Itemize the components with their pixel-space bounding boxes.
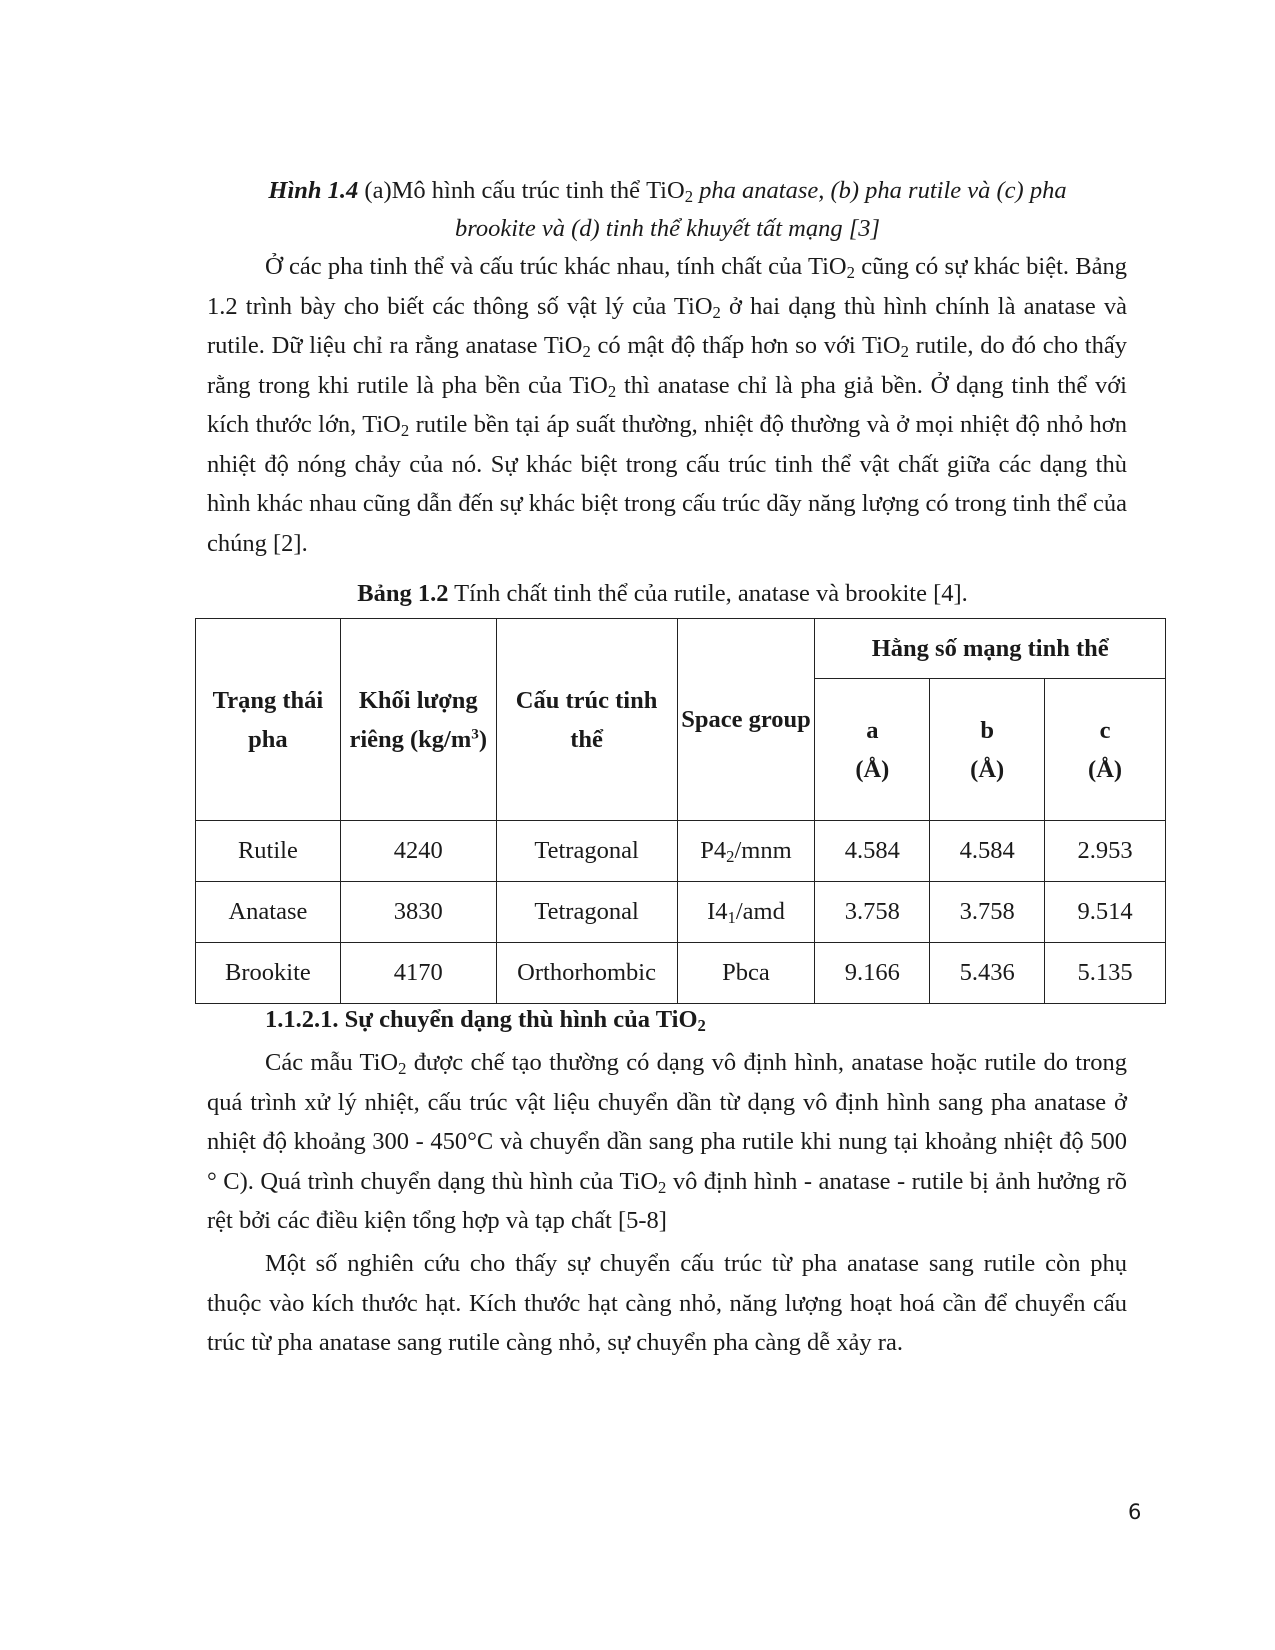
header-density: Khối lượng riêng $(kg/m^3)$ xyxy=(340,619,496,821)
cell-structure: Orthorhombic xyxy=(496,943,677,1004)
cell-density: 4170 xyxy=(340,943,496,1004)
cell-density: 4240 xyxy=(340,821,496,882)
table-row xyxy=(196,882,1166,943)
figure-caption-text: (a)Mô hình cấu trúc tinh thể xyxy=(364,177,640,204)
paragraph-particle-size: Một số nghiên cứu cho thấy sự chuyển cấu trúc từ pha anatase sang rutile còn phụ thuộc vào kích thước hạt. Kích thước hạt càng nhỏ, năng lượng hoạt hoá cần để chuyển cấu trúc từ pha anatase sang rutile càng nhỏ, sự chuyển pha càng dễ xảy ra. xyxy=(207,1250,1127,1356)
table-row xyxy=(196,821,1166,882)
cell-space-group: $I4_1$/amd xyxy=(677,882,815,943)
figure-caption-line2: brookite và (d) tinh thể khuyết tất mạng [3] xyxy=(454,215,881,242)
cell-c: 2.953 xyxy=(1045,821,1166,882)
cell-b: 5.436 xyxy=(930,943,1045,1004)
figure-caption-text-2: pha anatase, (b) pha rutile và (c) pha xyxy=(699,177,1067,204)
cell-c: 5.135 xyxy=(1045,943,1166,1004)
table-row xyxy=(196,943,1166,1004)
cell-a: 9.166 xyxy=(815,943,930,1004)
figure-caption xyxy=(205,172,1130,248)
table-label: Bảng 1.2 xyxy=(357,580,449,607)
cell-phase: Brookite xyxy=(196,943,341,1004)
cell-phase: Rutile xyxy=(196,821,341,882)
cell-space-group: Pbca xyxy=(677,943,815,1004)
page-number: 6 xyxy=(1128,1500,1142,1524)
header-space-group: Space group xyxy=(677,619,815,821)
cell-c: 9.514 xyxy=(1045,882,1166,943)
cell-structure: Tetragonal xyxy=(496,882,677,943)
table-caption xyxy=(195,577,1130,611)
section-heading: 1.1.2.1. Sự chuyển dạng thù hình của TiO$_2$ xyxy=(265,1006,706,1036)
cell-space-group: $P4_2$/mnm xyxy=(677,821,815,882)
cell-phase: Anatase xyxy=(196,882,341,943)
paragraph-transformation: Các mẫu TiO$_2$ được chế tạo thường có dạng vô định hình, anatase hoặc rutile do trong quá trình xử lý nhiệt, cấu trúc vật liệu chuyển dần từ dạng vô định hình sang pha anatase ở nhiệt độ khoảng 300 - 450°C và chuyển dần sang pha rutile khi nung tại khoảng nhiệt độ 500 ° C). Quá trình chuyển dạng thù hình của TiO$_2$ vô định hình - anatase - rutile bị ảnh hưởng rõ rệt bởi các điều kiện tổng hợp và tạp chất [5-8] xyxy=(207,1049,1127,1234)
header-c: c (Å) xyxy=(1045,679,1166,821)
cell-a: 3.758 xyxy=(815,882,930,943)
paragraph-phases: Ở các pha tinh thể và cấu trúc khác nhau, tính chất của TiO$_2$ cũng có sự khác biệt. Bảng 1.2 trình bày cho biết các thông số vật lý của TiO$_2$ ở hai dạng thù hình chính là anatase và rutile. Dữ liệu chỉ ra rằng anatase TiO$_2$ có mật độ thấp hơn so với TiO$_2$ rutile, do đó cho thấy rằng trong khi rutile là pha bền của TiO$_2$ thì anatase chỉ là pha giả bền. Ở dạng tinh thể với kích thước lớn, TiO$_2$ rutile bền tại áp suất thường, nhiệt độ thường và ở mọi nhiệt độ nhỏ hơn nhiệt độ nóng chảy của nó. Sự khác biệt trong cấu trúc tinh thể vật chất giữa các dạng thù hình khác nhau cũng dẫn đến sự khác biệt trong cấu trúc dãy năng lượng có trong tinh thể của chúng [2]. xyxy=(207,253,1128,557)
cell-a: 4.584 xyxy=(815,821,930,882)
cell-b: 3.758 xyxy=(930,882,1045,943)
crystal-properties-table xyxy=(195,618,1166,1004)
cell-structure: Tetragonal xyxy=(496,821,677,882)
cell-b: 4.584 xyxy=(930,821,1045,882)
table-caption-text: Tính chất tinh thể của rutile, anatase và brookite [4]. xyxy=(448,580,968,607)
header-phase: Trạng thái pha xyxy=(196,619,341,821)
cell-density: 3830 xyxy=(340,882,496,943)
header-b: b (Å) xyxy=(930,679,1045,821)
figure-label: Hình 1.4 xyxy=(268,177,359,204)
figure-formula: TiO$_2$ xyxy=(646,177,694,207)
header-structure: Cấu trúc tinh thể xyxy=(496,619,677,821)
header-lattice: Hằng số mạng tinh thể xyxy=(815,619,1166,679)
header-a: a (Å) xyxy=(815,679,930,821)
